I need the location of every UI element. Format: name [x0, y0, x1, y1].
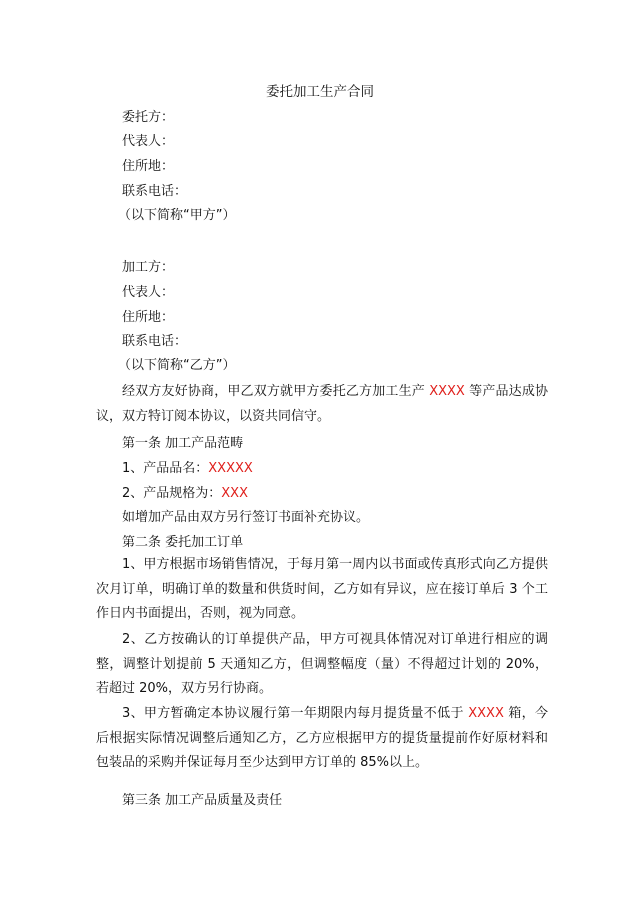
party-b-representative: 代表人：	[122, 285, 175, 300]
party-a-client: 委托方：	[122, 110, 175, 125]
intro-placeholder: XXXX	[429, 384, 465, 399]
article2-p3-placeholder: XXXX	[468, 706, 504, 721]
party-b-phone: 联系电话：	[122, 334, 188, 349]
article2-p3-post: 箱，今后根据实际情况调整后通知乙方，乙方应根据甲方的提货量提前作好原材料和包装品的采购并保证每月至少达到甲方订单的 85%以上。	[96, 706, 548, 770]
article2-paragraph-3	[96, 702, 548, 776]
product-spec-value: XXX	[221, 486, 248, 501]
party-b-processor: 加工方：	[122, 260, 175, 275]
article2-paragraph-1: 1、甲方根据市场销售情况，于每月第一周内以书面或传真形式向乙方提供次月订单，明确订单的数量和供货时间，乙方如有异议，应在接订单后 3 个工作日内书面提出，否则，视为同意。	[96, 557, 548, 621]
product-spec-label: 2、产品规格为：	[122, 486, 222, 501]
product-name-value: XXXXX	[208, 461, 253, 476]
party-b-alias: （以下简称“乙方”）	[118, 358, 236, 373]
article1-heading: 第一条 加工产品范畴	[122, 436, 244, 451]
article2-heading: 第二条 委托加工订单	[122, 535, 244, 550]
article1-item1	[122, 461, 253, 477]
product-name-label: 1、产品品名：	[122, 461, 209, 476]
article3-heading: 第三条 加工产品质量及责任	[122, 793, 283, 808]
article1-note: 如增加产品由双方另行签订书面补充协议。	[122, 510, 370, 525]
party-a-address: 住所地：	[122, 159, 175, 174]
party-a-representative: 代表人：	[122, 134, 175, 149]
party-b-address: 住所地：	[122, 310, 175, 325]
article2-p3-pre: 3、甲方暂确定本协议履行第一年期限内每月提货量不低于	[122, 706, 469, 721]
intro-paragraph	[96, 380, 548, 429]
article1-item2	[122, 486, 248, 502]
intro-text-pre: 经双方友好协商，甲乙双方就甲方委托乙方加工生产	[122, 384, 430, 399]
party-a-alias: （以下简称“甲方”）	[118, 208, 236, 223]
intro-text-post: 等产品达成协议，双方特订阅本协议，以资共同信守。	[96, 384, 548, 424]
party-a-phone: 联系电话：	[122, 184, 188, 199]
article2-paragraph-2: 2、乙方按确认的订单提供产品，甲方可视具体情况对订单进行相应的调整，调整计划提前 5 天通知乙方，但调整幅度（量）不得超过计划的 20%，若超过 20%，双方另行协商。	[96, 632, 548, 696]
document-title: 委托加工生产合同	[266, 84, 374, 100]
